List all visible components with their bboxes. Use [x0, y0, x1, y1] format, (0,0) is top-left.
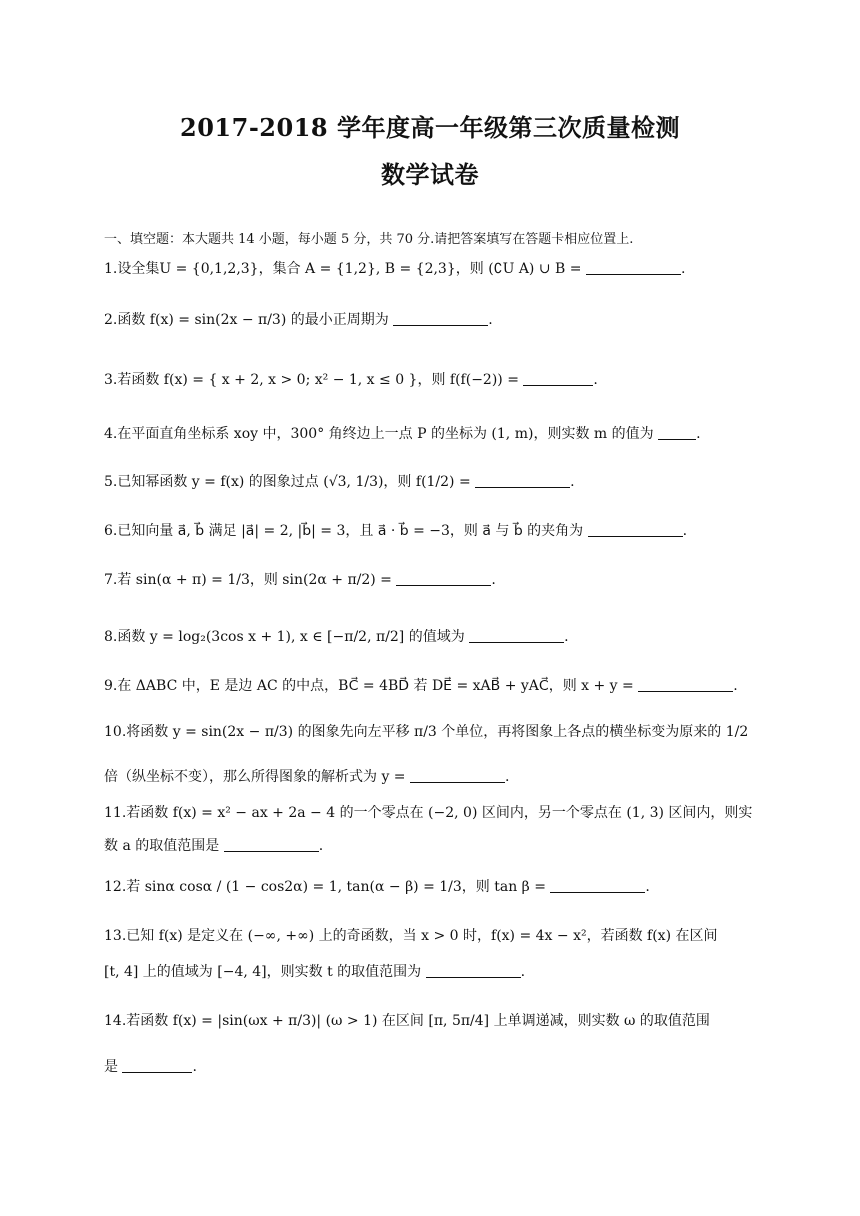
question-text: 是	[104, 1059, 118, 1075]
question-text: 11.若函数 f(x) = x² − ax + 2a − 4 的一个零点在 (−2, 0) 区间内，另一个零点在 (1, 3) 区间内，则实	[104, 805, 753, 821]
question-11-continued	[104, 836, 764, 856]
question-3	[104, 370, 764, 390]
answer-blank[interactable]	[224, 837, 319, 852]
end-mark: .	[520, 964, 526, 980]
question-text: 6.已知向量 a⃗, b⃗ 满足 |a⃗| = 2, |b⃗| = 3，且 a⃗ · b⃗ = −3，则 a⃗ 与 b⃗ 的夹角为	[104, 523, 584, 539]
answer-blank[interactable]	[638, 677, 733, 692]
question-text: 12.若 sinα cosα / (1 − cos2α) = 1, tan(α − β) = 1/3，则 tan β =	[104, 879, 546, 895]
question-10-continued	[104, 767, 764, 787]
end-mark: .	[593, 372, 598, 388]
question-text: 2.函数 f(x) = sin(2x − π/3) 的最小正周期为	[104, 312, 389, 328]
end-mark: .	[564, 629, 569, 645]
end-mark: .	[682, 523, 688, 539]
question-7	[104, 570, 764, 590]
question-text: 5.已知幂函数 y = f(x) 的图象过点 (√3, 1/3)，则 f(1/2) =	[104, 474, 471, 490]
question-text: 13.已知 f(x) 是定义在 (−∞, +∞) 上的奇函数，当 x > 0 时，f(x) = 4x − x²，若函数 f(x) 在区间	[104, 928, 718, 944]
end-mark: .	[645, 879, 650, 895]
answer-blank[interactable]	[586, 260, 681, 275]
exam-title: 2017-2018 学年度高一年级第三次质量检测	[180, 113, 680, 142]
question-text: 倍（纵坐标不变），那么所得图象的解析式为 y =	[104, 769, 406, 785]
question-text: 7.若 sin(α + π) = 1/3，则 sin(2α + π/2) =	[104, 572, 392, 588]
end-mark: .	[696, 426, 701, 442]
answer-blank[interactable]	[393, 311, 488, 326]
question-text: 1.设全集U = {0,1,2,3}，集合 A = {1,2}, B = {2,3}，则 (∁U A) ∪ B =	[104, 261, 582, 277]
question-text: 9.在 ΔABC 中，E 是边 AC 的中点，BC⃗ = 4BD⃗ 若 DE⃗ = xAB⃗ + yAC⃗，则 x + y =	[104, 678, 634, 694]
question-11	[104, 803, 764, 823]
question-text: [t, 4] 上的值域为 [−4, 4]，则实数 t 的取值范围为	[104, 964, 422, 980]
answer-blank[interactable]	[426, 963, 521, 978]
question-text: 14.若函数 f(x) = |sin(ωx + π/3)| (ω > 1) 在区间 [π, 5π/4] 上单调递减，则实数 ω 的取值范围	[104, 1013, 710, 1029]
question-13	[104, 926, 764, 946]
answer-blank[interactable]	[469, 628, 564, 643]
question-13-continued	[104, 962, 764, 982]
end-mark: .	[680, 261, 686, 277]
answer-blank[interactable]	[523, 371, 593, 386]
end-mark: .	[318, 838, 324, 854]
end-mark: .	[733, 678, 738, 694]
question-12	[104, 877, 764, 897]
question-6	[104, 521, 764, 541]
question-9	[104, 676, 764, 696]
end-mark: .	[488, 312, 493, 328]
answer-blank[interactable]	[475, 473, 570, 488]
question-1	[104, 259, 764, 279]
answer-blank[interactable]	[396, 571, 491, 586]
section-heading: 一、填空题：本大题共 14 小题，每小题 5 分，共 70 分.请把答案填写在答题卡相应位置上.	[104, 232, 634, 247]
question-text: 4.在平面直角坐标系 xoy 中，300° 角终边上一点 P 的坐标为 (1, m)，则实数 m 的值为	[104, 426, 654, 442]
question-text: 8.函数 y = log₂(3cos x + 1), x ∈ [−π/2, π/2] 的值域为	[104, 629, 465, 645]
end-mark: .	[570, 474, 575, 490]
question-10	[104, 722, 764, 742]
answer-blank[interactable]	[588, 522, 683, 537]
answer-blank[interactable]	[550, 878, 645, 893]
answer-blank[interactable]	[410, 768, 505, 783]
end-mark: .	[505, 769, 510, 785]
question-text: 数 a 的取值范围是	[104, 838, 220, 854]
answer-blank[interactable]	[658, 425, 696, 440]
question-5	[104, 472, 764, 492]
end-mark: .	[491, 572, 496, 588]
exam-subtitle: 数学试卷	[381, 160, 479, 189]
end-mark: .	[192, 1059, 197, 1075]
question-4	[104, 424, 764, 444]
question-text: 3.若函数 f(x) = { x + 2, x > 0; x² − 1, x ≤ 0 }，则 f(f(−2)) =	[104, 372, 519, 388]
question-14	[104, 1011, 764, 1031]
question-14-continued	[104, 1057, 764, 1077]
question-text: 10.将函数 y = sin(2x − π/3) 的图象先向左平移 π/3 个单位，再将图象上各点的横坐标变为原来的 1/2	[104, 724, 749, 740]
question-2	[104, 310, 764, 330]
question-8	[104, 627, 764, 647]
answer-blank[interactable]	[122, 1058, 192, 1073]
